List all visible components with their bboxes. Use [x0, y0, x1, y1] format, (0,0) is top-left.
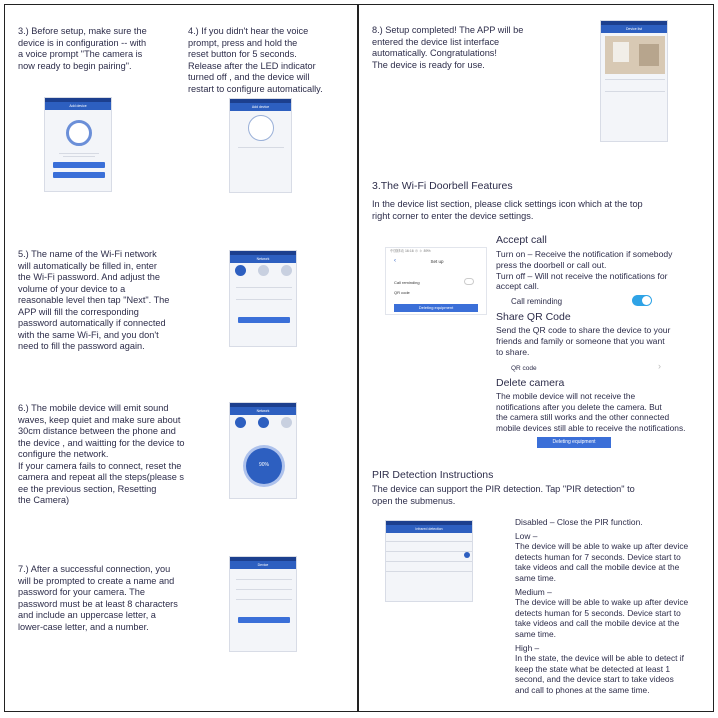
pir-high: High – In the state, the device will be able to detect if keep the state what be detected at least 1 second, and the device start to take videos and call to phones at the same time. [515, 643, 684, 695]
setup-screenshot: 中国移动 16:16 ⊕ ✽ 89% ‹ Set up Call reminding QR code Deleting equipment [385, 247, 487, 315]
share-qr-title: Share QR Code [496, 311, 571, 323]
camera-preview-image [605, 36, 665, 74]
accept-call-body: Turn on – Receive the notification if somebody press the doorbell or call out. Turn off – Will not receive the notifications for accept call. [496, 249, 673, 292]
back-chevron-icon: ‹ [394, 258, 396, 264]
delete-camera-title: Delete camera [496, 377, 565, 389]
call-reminding-toggle[interactable] [632, 295, 652, 306]
pir-intro: The device can support the PIR detection. Tap "PIR detection" to open the submenus. [372, 484, 635, 506]
pir-medium: Medium – The device will be able to wake up after device detects human for 5 seconds. Device start to take videos and call the mobile device at the same time. [515, 587, 689, 639]
deleting-equipment-button[interactable]: Deleting equipment [537, 437, 611, 448]
phone-screenshot-pairing: Add device [44, 97, 112, 192]
step-7-text: 7.) After a successful connection, you will be prompted to create a name and password for your camera. The password must be at least 8 characters and include an uppercase letter, a lower-case letter, and a number. [18, 564, 178, 632]
share-qr-body: Send the QR code to share the device to your friends and family or someone that you want to share. [496, 325, 671, 357]
step-5-text: 5.) The name of the Wi-Fi network will automatically be filled in, enter the Wi-Fi password. And adjust the volume of your device to a reasonable level then tap "Next". The APP will fill the corresponding password automatically if connected with the same Wi-Fi, and you don't need to fill the password again. [18, 249, 170, 351]
step-6-text: 6.) The mobile device will emit sound waves, keep quiet and make sure about 30cm distance between the phone and the device , and waitting for the device to configure the network. If your camera fails to connect, reset the camera and repeat all the steps(please s ee the previous section, Resetting the Camera) [18, 403, 185, 505]
phone-screenshot-password: Device [229, 556, 297, 652]
call-reminding-label: Call reminding [511, 297, 563, 306]
selected-radio-icon [464, 552, 470, 558]
pir-low: Low – The device will be able to wake up after device detects human for 7 seconds. Device start to take videos and call the mobile device at the same time. [515, 531, 689, 583]
pir-disabled: Disabled – Close the PIR function. [515, 517, 643, 527]
features-section-title: 3.The Wi-Fi Doorbell Features [372, 180, 513, 192]
phone-screenshot-wifi: Network [229, 250, 297, 347]
phone-screenshot-configuring: Network 90% [229, 402, 297, 499]
column-divider [357, 4, 359, 712]
chevron-right-icon[interactable]: › [658, 361, 661, 371]
step-8-text: 8.) Setup completed! The APP will be entered the device list interface automatically. Congratulations! The device is ready for use. [372, 25, 524, 70]
progress-value: 90% [258, 462, 269, 468]
qr-code-row-label[interactable]: QR code [511, 365, 537, 372]
delete-camera-body: The mobile device will not receive the notifications after you delete the camera. But the camera still works and the other connected mobile devices still able to receive the notifications. [496, 391, 686, 433]
pir-screenshot: Infrared detection [385, 520, 473, 602]
phone-screenshot-reset: Add device [229, 98, 292, 193]
reset-device-icon [248, 115, 274, 141]
pir-title: PIR Detection Instructions [372, 469, 494, 481]
step-3-text: 3.) Before setup, make sure the device is in configuration -- with a voice prompt "The camera is now ready to begin pairing". [18, 26, 147, 71]
accept-call-title: Accept call [496, 234, 547, 246]
features-intro: In the device list section, please click settings icon which at the top right corner to enter the device settings. [372, 199, 643, 221]
phone-screenshot-device-list: Device list [600, 20, 668, 142]
step-4-text: 4.) If you didn't hear the voice prompt, press and hold the reset button for 5 seconds. Release after the LED indicator turned off , and the device will restart to configure automatically. [188, 26, 323, 94]
pairing-ring-icon [66, 120, 92, 146]
